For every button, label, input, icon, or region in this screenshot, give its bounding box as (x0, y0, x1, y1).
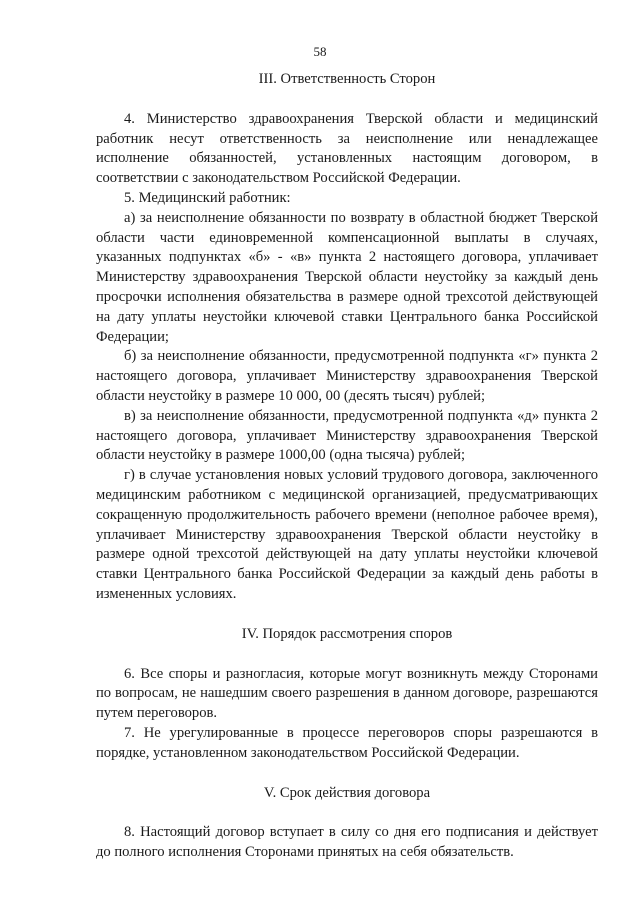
clause-5: 5. Медицинский работник: (124, 189, 291, 206)
section-heading-responsibility: III. Ответственность Сторон (258, 71, 436, 87)
clause-5v: в) за неисполнение обязанности, предусмотренной подпункта «д» пункта 2 настоящего договора, уплачивает Министерству здравоохранения Тверской области неустойку в размере 1000,00 (одна тысяча) рублей; (96, 407, 598, 464)
clause-4: 4. Министерство здравоохранения Тверской области и медицинский работник несут ответственность за неисполнение или ненадлежащее исполнение обязанностей, установленных настоящим договором, в соответствии с законодательством Российской Федерации. (96, 110, 598, 187)
clause-6: 6. Все споры и разногласия, которые могут возникнуть между Сторонами по вопросам, не нашедшим своего разрешения в данном договоре, разрешаются путем переговоров. (96, 665, 598, 722)
clause-5a: а) за неисполнение обязанности по возврату в областной бюджет Тверской области части единовременной компенсационной выплаты в случаях, указанных подпунктах «б» - «в» пункта 2 настоящего договора, уплачивает Министерству здравоохранения Тверской области неустойку за каждый день просрочки исполнения обязательства в размере одной трехсотой действующей на дату уплаты неустойки ключевой ставки Центрального банка Российской Федерации; (96, 209, 598, 345)
clause-5b: б) за неисполнение обязанности, предусмотренной подпункта «г» пункта 2 настоящего договора, уплачивает Министерству здравоохранения Тверской области неустойку в размере 10 000, 00 (десять тысяч) рублей; (96, 348, 598, 404)
clause-8: 8. Настоящий договор вступает в силу со дня его подписания и действует до полного исполнения Сторонами принятых на себя обязательств. (96, 824, 598, 861)
page-number: 58 (313, 44, 327, 59)
clause-7: 7. Не урегулированные в процессе переговоров споры разрешаются в порядке, установленном законодательством Российской Федерации. (96, 724, 598, 761)
section-heading-term: V. Срок действия договора (263, 784, 431, 801)
document-body (96, 70, 598, 863)
clause-5g: г) в случае установления новых условий трудового договора, заключенного медицинским работником с медицинской организацией, предусматривающих сокращенную продолжительность рабочего времени (неполное рабочее время), уплачивает Министерству здравоохранения Тверской области неустойку в размере одной трехсотой действующей на дату уплаты неустойки ключевой ставки Центрального банка Российской Федерации за каждый день работы в измененных условиях. (96, 467, 598, 602)
section-heading-disputes: IV. Порядок рассмотрения споров (241, 625, 453, 642)
